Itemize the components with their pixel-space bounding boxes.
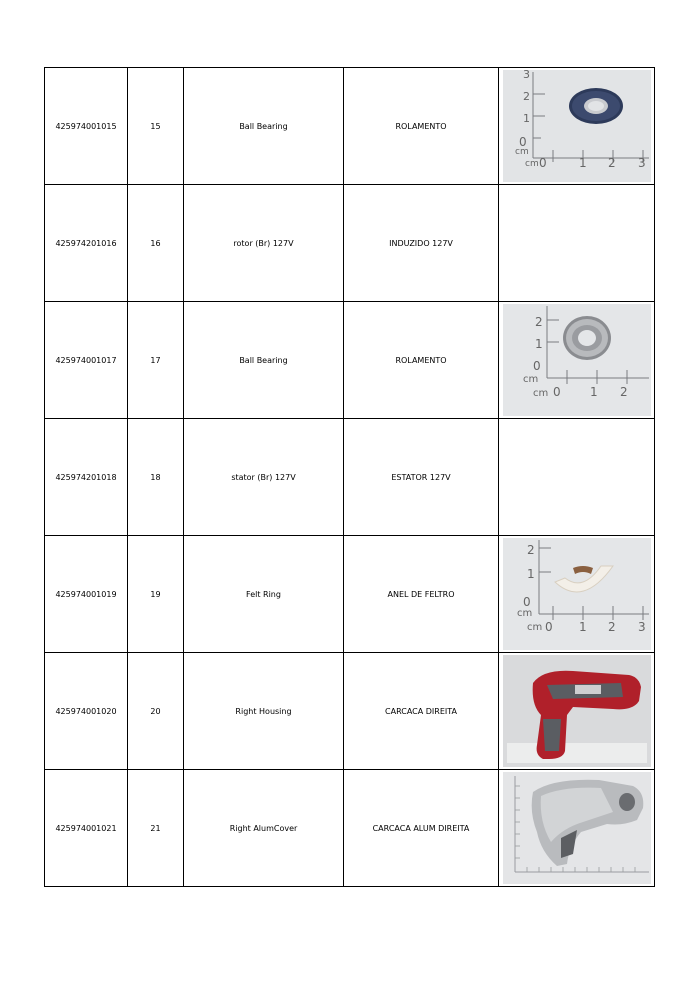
part-name-portuguese: ROLAMENTO xyxy=(344,302,499,419)
scale-unit-label: cm xyxy=(522,374,538,385)
svg-text:3: 3 xyxy=(522,70,530,81)
scale-unit-label: cm xyxy=(516,608,532,619)
scale-tick-label: 0 xyxy=(518,135,527,149)
part-photo-cell xyxy=(499,419,655,536)
part-photo-cell xyxy=(499,185,655,302)
table-row xyxy=(45,653,655,770)
svg-text:1: 1 xyxy=(534,337,543,351)
felt-ring-photo xyxy=(503,538,651,650)
part-name-portuguese: ANEL DE FELTRO xyxy=(344,536,499,653)
table-row xyxy=(45,770,655,887)
svg-text:1: 1 xyxy=(578,620,587,634)
position-number: 16 xyxy=(128,185,184,302)
part-number: 425974001020 xyxy=(45,653,128,770)
svg-text:3: 3 xyxy=(637,620,646,634)
parts-table xyxy=(44,67,655,887)
svg-text:0: 0 xyxy=(538,156,547,170)
scale-unit-label: cm xyxy=(514,147,529,157)
part-photo-cell xyxy=(499,770,655,887)
position-number: 15 xyxy=(128,68,184,185)
part-photo-cell xyxy=(499,536,655,653)
part-number: 425974201016 xyxy=(45,185,128,302)
table-row xyxy=(45,68,655,185)
position-number: 19 xyxy=(128,536,184,653)
part-name-english: Right AlumCover xyxy=(184,770,344,887)
svg-text:1: 1 xyxy=(526,567,535,581)
svg-text:2: 2 xyxy=(607,620,616,634)
right-housing-photo xyxy=(503,655,651,767)
table-row xyxy=(45,536,655,653)
svg-text:0: 0 xyxy=(552,385,561,399)
alum-cover-photo xyxy=(503,772,651,884)
part-photo-cell xyxy=(499,68,655,185)
svg-text:2: 2 xyxy=(534,315,543,329)
part-name-english: stator (Br) 127V xyxy=(184,419,344,536)
svg-text:2: 2 xyxy=(522,90,530,103)
part-number: 425974001015 xyxy=(45,68,128,185)
part-name-portuguese: INDUZIDO 127V xyxy=(344,185,499,302)
table-row xyxy=(45,419,655,536)
table-row xyxy=(45,302,655,419)
svg-text:cm: cm xyxy=(532,388,548,399)
svg-text:2: 2 xyxy=(619,385,628,399)
table-row xyxy=(45,185,655,302)
part-name-english: Ball Bearing xyxy=(184,68,344,185)
svg-text:0: 0 xyxy=(522,595,531,609)
part-number: 425974001019 xyxy=(45,536,128,653)
position-number: 20 xyxy=(128,653,184,770)
part-name-english: Ball Bearing xyxy=(184,302,344,419)
svg-text:2: 2 xyxy=(607,156,616,170)
svg-text:0: 0 xyxy=(544,620,553,634)
part-name-portuguese: ROLAMENTO xyxy=(344,68,499,185)
position-number: 18 xyxy=(128,419,184,536)
svg-text:cm: cm xyxy=(526,622,542,633)
svg-text:2: 2 xyxy=(526,543,535,557)
part-number: 425974001017 xyxy=(45,302,128,419)
part-number: 425974001021 xyxy=(45,770,128,887)
part-name-english: rotor (Br) 127V xyxy=(184,185,344,302)
part-name-portuguese: CARCACA DIREITA xyxy=(344,653,499,770)
svg-text:1: 1 xyxy=(589,385,598,399)
part-name-english: Felt Ring xyxy=(184,536,344,653)
part-photo-cell xyxy=(499,653,655,770)
svg-text:1: 1 xyxy=(578,156,587,170)
svg-text:3: 3 xyxy=(637,156,646,170)
part-number: 425974201018 xyxy=(45,419,128,536)
part-name-portuguese: CARCACA ALUM DIREITA xyxy=(344,770,499,887)
svg-text:1: 1 xyxy=(522,112,530,125)
svg-text:0: 0 xyxy=(532,359,541,373)
part-photo-cell xyxy=(499,302,655,419)
position-number: 21 xyxy=(128,770,184,887)
part-name-english: Right Housing xyxy=(184,653,344,770)
ball-bearing-photo xyxy=(503,304,651,416)
part-name-portuguese: ESTATOR 127V xyxy=(344,419,499,536)
svg-text:cm: cm xyxy=(524,159,539,169)
position-number: 17 xyxy=(128,302,184,419)
ball-bearing-photo xyxy=(503,70,651,182)
